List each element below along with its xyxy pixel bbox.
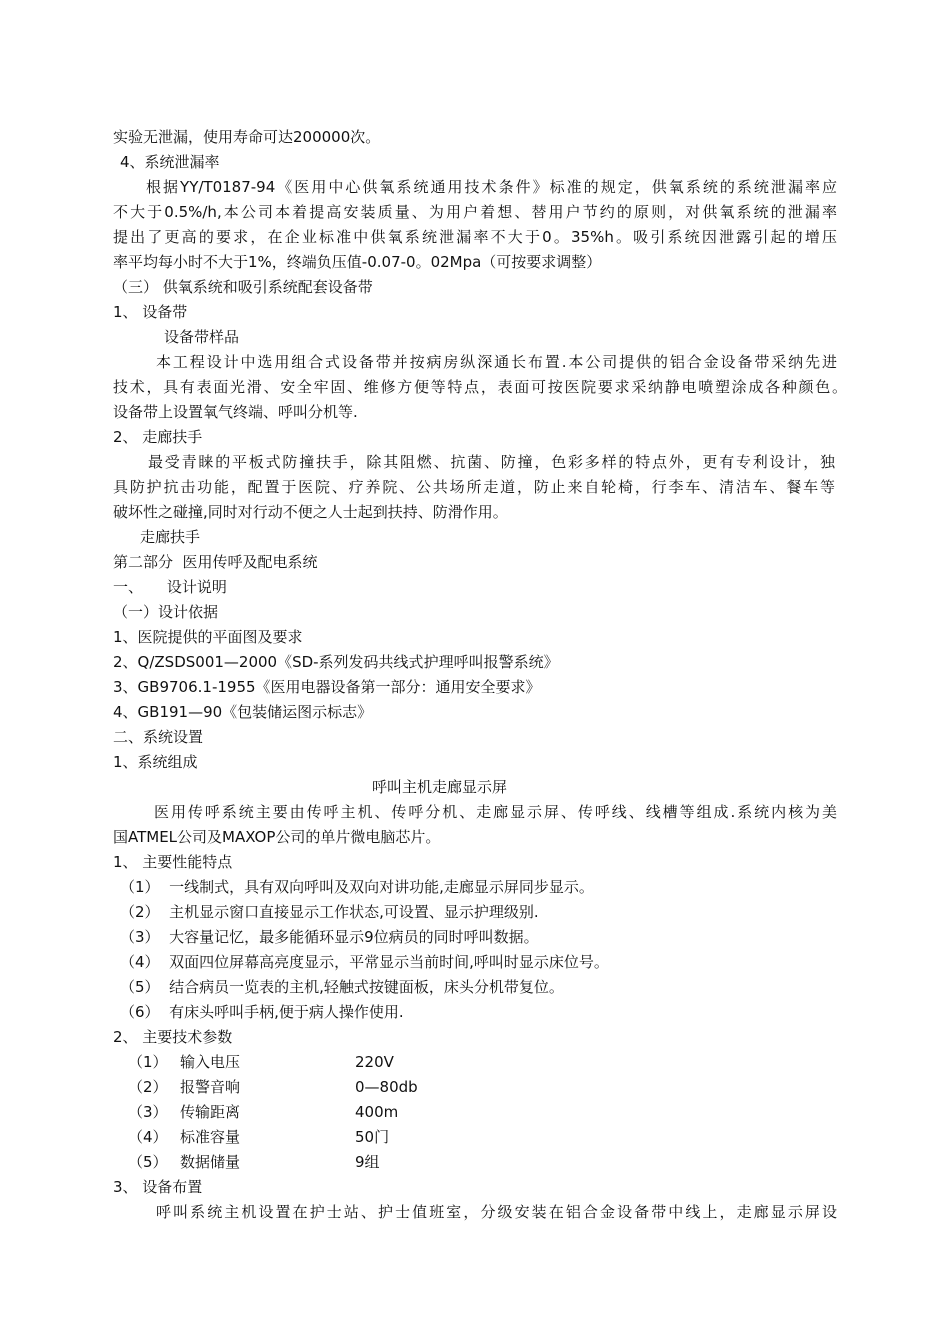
feature-item: （2） 主机显示窗口直接显示工作状态,可设置、显示护理级别. (120, 903, 539, 921)
param-label: 标准容量 (180, 1128, 241, 1146)
part-title: 第二部分 医用传呼及配电系统 (113, 553, 318, 571)
param-number: （5） (128, 1153, 168, 1171)
param-value: 220V (355, 1053, 394, 1071)
param-value: 0—80db (355, 1078, 418, 1096)
section-heading-leak-rate: 4、系统泄漏率 (120, 153, 220, 171)
continued-text: 实验无泄漏，使用寿命可达200000次。 (113, 128, 381, 146)
image-caption-band-sample: 设备带样品 (164, 328, 240, 346)
reference-item: 4、GB191—90《包装储运图示标志》 (113, 703, 373, 721)
reference-item: 1、医院提供的平面图及要求 (113, 628, 303, 646)
reference-item: 3、GB9706.1-1955《医用电器设备第一部分：通用安全要求》 (113, 678, 541, 696)
param-value: 400m (355, 1103, 399, 1121)
param-value: 9组 (355, 1153, 380, 1171)
reference-item: 2、Q/ZSDS001—2000《SD-系列发码共线式护理呼叫报警系统》 (113, 653, 559, 671)
feature-item: （6） 有床头呼叫手柄,便于病人操作使用. (120, 1003, 404, 1021)
paragraph-line: 医用传呼系统主要由传呼主机、传呼分机、走廊显示屏、传呼线、线槽等组成.系统内核为美 (154, 803, 837, 821)
paragraph-line: 呼叫系统主机设置在护士站、护士值班室，分级安装在铝合金设备带中线上，走廊显示屏设 (156, 1203, 837, 1221)
paragraph-line: 率平均每小时不大于1%，终端负压值-0.07-0。02Mpa（可按要求调整） (113, 253, 602, 271)
paragraph-line: 技术，具有表面光滑、安全牢固、维修方便等特点，表面可按医院要求采纳静电喷塑涂成各种颜色。 (113, 378, 847, 396)
paragraph-line: 根据YY/T0187-94《医用中心供氧系统通用技术条件》标准的规定，供氧系统的系统泄漏率应 (146, 178, 837, 196)
features-heading: 1、 主要性能特点 (113, 853, 233, 871)
section-heading-system-setup: 二、系统设置 (113, 728, 204, 746)
feature-item: （3） 大容量记忆，最多能循环显示9位病员的同时呼叫数据。 (120, 928, 539, 946)
layout-heading: 3、 设备布置 (113, 1178, 203, 1196)
param-value: 50门 (355, 1128, 390, 1146)
image-caption-host-display: 呼叫主机走廊显示屏 (372, 778, 508, 796)
section-heading-band: （三） 供氧系统和吸引系统配套设备带 (113, 278, 373, 296)
feature-item: （4） 双面四位屏幕高亮度显示，平常显示当前时间,呼叫时显示床位号。 (120, 953, 609, 971)
param-number: （2） (128, 1078, 168, 1096)
item-heading-handrail: 2、 走廊扶手 (113, 428, 203, 446)
paragraph-line: 设备带上设置氧气终端、呼叫分机等. (113, 403, 358, 421)
feature-item: （5） 结合病员一览表的主机,轻触式按键面板，床头分机带复位。 (120, 978, 564, 996)
paragraph-line: 提出了更高的要求，在企业标准中供氧系统泄漏率不大于0。35%h。吸引系统因泄露引起的增压 (113, 228, 837, 246)
item-heading-band: 1、 设备带 (113, 303, 188, 321)
param-label: 输入电压 (180, 1053, 241, 1071)
image-caption-handrail: 走廊扶手 (140, 528, 201, 546)
paragraph-line: 最受青睐的平板式防撞扶手，除其阻燃、抗菌、防撞，色彩多样的特点外，更有专利设计，独 (148, 453, 835, 471)
paragraph-line: 破坏性之碰撞,同时对行动不便之人士起到扶持、防滑作用。 (113, 503, 508, 521)
param-label: 数据储量 (180, 1153, 241, 1171)
paragraph-line: 不大于0.5%/h,本公司本着提高安装质量、为用户着想、替用户节约的原则，对供氧系统的泄漏率 (113, 203, 837, 221)
param-number: （1） (128, 1053, 168, 1071)
param-number: （4） (128, 1128, 168, 1146)
paragraph-line: 本工程设计中选用组合式设备带并按病房纵深通长布置.本公司提供的铝合金设备带采纳先进 (156, 353, 837, 371)
params-heading: 2、 主要技术参数 (113, 1028, 233, 1046)
section-heading-design: 一、 设计说明 (113, 578, 227, 596)
paragraph-line: 国ATMEL公司及MAXOP公司的单片微电脑芯片。 (113, 828, 441, 846)
param-number: （3） (128, 1103, 168, 1121)
paragraph-line: 具防护抗击功能，配置于医院、疗养院、公共场所走道，防止来自轮椅，行李车、清洁车、餐车等 (113, 478, 835, 496)
subsection-heading-composition: 1、系统组成 (113, 753, 198, 771)
param-label: 传输距离 (180, 1103, 241, 1121)
feature-item: （1） 一线制式，具有双向呼叫及双向对讲功能,走廊显示屏同步显示。 (120, 878, 594, 896)
param-label: 报警音响 (180, 1078, 241, 1096)
subsection-heading-basis: （一）设计依据 (113, 603, 219, 621)
